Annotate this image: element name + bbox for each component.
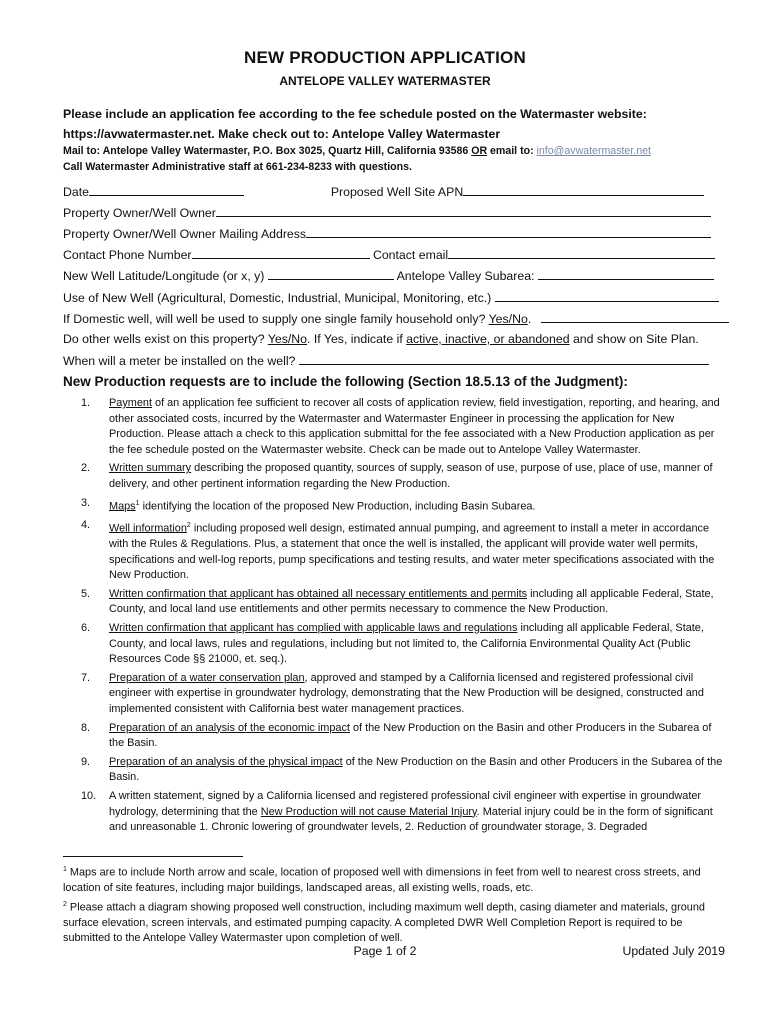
domestic-yes-no[interactable]: Yes/No bbox=[488, 312, 528, 326]
requirement-number: 2. bbox=[81, 462, 91, 475]
fee-instructions-line2: https://avwatermaster.net. Make check out to: Antelope Valley Watermaster bbox=[63, 127, 501, 141]
requirement-pre-text: A written statement, signed by a California licensed and registered professional civil engineer with expertise in groundwater hydrology, determining that the bbox=[109, 789, 702, 818]
mailing-label: Property Owner/Well Owner Mailing Address bbox=[63, 227, 307, 241]
requirement-text: identifying the location of the proposed New Production, including Basin Subarea. bbox=[139, 500, 536, 513]
mail-address: Mail to: Antelope Valley Watermaster, P.O. Box 3025, Quartz Hill, California 93586 bbox=[63, 145, 472, 157]
updated-date: Updated July 2019 bbox=[622, 944, 725, 958]
requirement-lead: Written confirmation that applicant has obtained all necessary entitlements and permits bbox=[109, 587, 528, 600]
requirement-item bbox=[63, 587, 723, 618]
other-wells-row bbox=[63, 332, 699, 346]
requirements-heading: New Production requests are to include the following (Section 18.5.13 of the Judgment): bbox=[63, 374, 628, 389]
fee-instructions bbox=[63, 104, 723, 144]
footnote-text: Maps are to include North arrow and scale, location of proposed well with dimensions in feet from well to nearest cross streets, and location of site features, including major buildings, landscaped areas, all existing wells, roads, etc. bbox=[63, 866, 701, 895]
requirement-text: of an application fee sufficient to recover all costs of application review, field investigation, reporting, and hearing, and other associated costs, incurred by the Watermaster and Watermaster Engineer in processing the application for New Production. Please attach a check to this application submittal for the fee associated with a New Production application as per the fee schedule posted on the Watermaster website. Check can be made out to Antelope Valley Watermaster. bbox=[109, 397, 720, 456]
requirement-item bbox=[63, 789, 723, 836]
call-line: Call Watermaster Administrative staff at 661-234-8233 with questions. bbox=[63, 161, 412, 173]
requirement-lead: Preparation of an analysis of the physical impact bbox=[109, 755, 343, 768]
phone-label: Contact Phone Number bbox=[63, 248, 192, 262]
requirements-list bbox=[63, 396, 723, 839]
requirement-lead: Well information bbox=[109, 522, 187, 535]
use-row bbox=[63, 290, 719, 305]
page-number: Page 1 of 2 bbox=[353, 944, 417, 958]
requirement-text: of the New Production on the Basin and other Producers in the Subarea of the Basin. bbox=[109, 755, 723, 784]
latlong-input[interactable] bbox=[268, 268, 394, 280]
other-wells-question: Do other wells exist on this property? bbox=[63, 332, 268, 346]
subarea-input[interactable] bbox=[538, 268, 714, 280]
requirement-number: 3. bbox=[81, 496, 91, 509]
footnote bbox=[63, 897, 728, 947]
requirement-lead: Preparation of an analysis of the economic impact bbox=[109, 721, 350, 734]
requirement-item bbox=[63, 396, 723, 458]
contact-row bbox=[63, 247, 715, 262]
requirement-number: 4. bbox=[81, 518, 91, 531]
meter-label: When will a meter be installed on the well? bbox=[63, 354, 296, 368]
email-link[interactable]: info@avwatermaster.net bbox=[536, 145, 651, 157]
requirement-item bbox=[63, 518, 723, 584]
latlong-label: New Well Latitude/Longitude (or x, y) bbox=[63, 269, 265, 283]
owner-label: Property Owner/Well Owner bbox=[63, 206, 216, 220]
requirement-lead: Payment bbox=[109, 397, 152, 409]
footnote-ref[interactable]: 1 bbox=[135, 499, 140, 507]
requirement-lead: Maps bbox=[109, 500, 136, 513]
requirement-lead: Written confirmation that applicant has complied with applicable laws and regulations bbox=[109, 621, 518, 634]
requirement-text: . Material injury could be in the form of significant and unreasonable 1. Chronic lowering of groundwater levels, 2. Reduction of groundwater storage, 3. Degraded bbox=[109, 805, 713, 834]
location-row bbox=[63, 268, 714, 283]
requirement-item bbox=[63, 721, 723, 752]
requirement-number: 8. bbox=[81, 721, 91, 734]
date-row bbox=[63, 184, 704, 199]
requirement-number: 6. bbox=[81, 621, 91, 634]
requirement-text: including all applicable Federal, State, County, and local land use entitlements and other permits necessary to commence the New Production. bbox=[109, 587, 714, 616]
other-wells-suffix: and show on Site Plan. bbox=[569, 332, 699, 346]
requirement-number: 10. bbox=[81, 789, 97, 802]
requirement-item bbox=[63, 496, 723, 515]
requirement-lead: Written summary bbox=[109, 462, 192, 475]
domestic-row: If Domestic well, will well be used to supply one single family household only? Yes/No. bbox=[63, 311, 729, 326]
footnote-ref[interactable]: 2 bbox=[186, 521, 191, 529]
footnote-text: Please attach a diagram showing proposed well construction, including maximum well depth, casing diameter and materials, ground surface elevation, screen intervals, and estimated pumping capacity. A completed DWR Well Completion Report is required to be submitted to the Antelope Valley Watermaster upon completion of well. bbox=[63, 901, 705, 945]
owner-row bbox=[63, 205, 711, 220]
domestic-question: If Domestic well, will well be used to supply one single family household only? bbox=[63, 312, 489, 326]
mailing-row bbox=[63, 226, 711, 241]
mail-or: OR bbox=[471, 145, 488, 157]
requirement-lead: New Production will not cause Material Injury bbox=[260, 805, 477, 818]
page-title: NEW PRODUCTION APPLICATION bbox=[244, 48, 526, 67]
mailing-instructions bbox=[63, 143, 743, 175]
meter-input[interactable] bbox=[299, 353, 709, 365]
requirement-number: 5. bbox=[81, 587, 91, 600]
requirement-text: including all applicable Federal, State, County, and local laws, rules and regulations, including but not limited to, the California Environmental Quality Act (Public Resources Code §§ 21000, et. seq.). bbox=[109, 621, 704, 666]
requirement-lead: Preparation of a water conservation plan bbox=[109, 671, 305, 684]
footnote-mark: 2 bbox=[63, 900, 67, 908]
mail-line bbox=[63, 143, 743, 159]
other-wells-yes-no[interactable]: Yes/No bbox=[267, 332, 308, 346]
footnotes bbox=[63, 862, 728, 947]
requirement-text: of the New Production on the Basin and other Producers in the Subarea of the Basin. bbox=[109, 721, 712, 750]
requirement-text: , approved and stamped by a California licensed and registered professional civil engineer with expertise in groundwater hydrology, demonstrating that the New Production will be designed, constructed and implemented consistent with California best water management practices. bbox=[109, 671, 704, 715]
footnote-divider bbox=[63, 856, 243, 857]
subarea-label: Antelope Valley Subarea: bbox=[396, 269, 535, 283]
other-wells-status[interactable]: active, inactive, or abandoned bbox=[406, 332, 570, 346]
domestic-input[interactable] bbox=[541, 311, 729, 323]
requirement-item bbox=[63, 461, 723, 492]
date-label: Date bbox=[63, 185, 89, 199]
owner-input[interactable] bbox=[216, 205, 711, 217]
mailing-input[interactable] bbox=[306, 226, 711, 238]
footnote-mark: 1 bbox=[63, 866, 67, 873]
contact-email-label: Contact email bbox=[372, 248, 449, 262]
other-wells-mid: . If Yes, indicate if bbox=[307, 332, 407, 346]
page-subtitle: ANTELOPE VALLEY WATERMASTER bbox=[279, 74, 491, 88]
apn-input[interactable] bbox=[463, 184, 704, 196]
fee-instructions-line1: Please include an application fee according to the fee schedule posted on the Watermaster website: bbox=[63, 107, 647, 121]
footnote bbox=[63, 862, 728, 897]
requirement-item bbox=[63, 621, 723, 668]
requirement-text: including proposed well design, estimated annual pumping, and agreement to install a meter in accordance with the Rules & Regulations. Plus, a statement that once the well is installed, the applicant will provide water well permits, specifications and well-log reports, pump specifications and testing results, and water meter specifications associated with the New Production. bbox=[109, 522, 715, 582]
contact-email-input[interactable] bbox=[448, 247, 715, 259]
date-input[interactable] bbox=[89, 184, 244, 196]
mail-email-label: email to: bbox=[487, 145, 537, 157]
use-input[interactable] bbox=[495, 290, 719, 302]
requirement-item bbox=[63, 671, 723, 718]
phone-input[interactable] bbox=[192, 247, 370, 259]
meter-row bbox=[63, 353, 709, 368]
apn-label: Proposed Well Site APN bbox=[330, 185, 464, 199]
requirement-number: 9. bbox=[81, 755, 91, 768]
requirement-number: 1. bbox=[81, 397, 91, 409]
requirement-number: 7. bbox=[81, 671, 91, 684]
use-label: Use of New Well (Agricultural, Domestic, Industrial, Municipal, Monitoring, etc.) bbox=[63, 291, 492, 305]
requirement-text: describing the proposed quantity, sources of supply, season of use, purpose of use, place of use, manner of delivery, and other pertinent information regarding the New Production. bbox=[109, 462, 713, 490]
requirement-item bbox=[63, 755, 723, 786]
